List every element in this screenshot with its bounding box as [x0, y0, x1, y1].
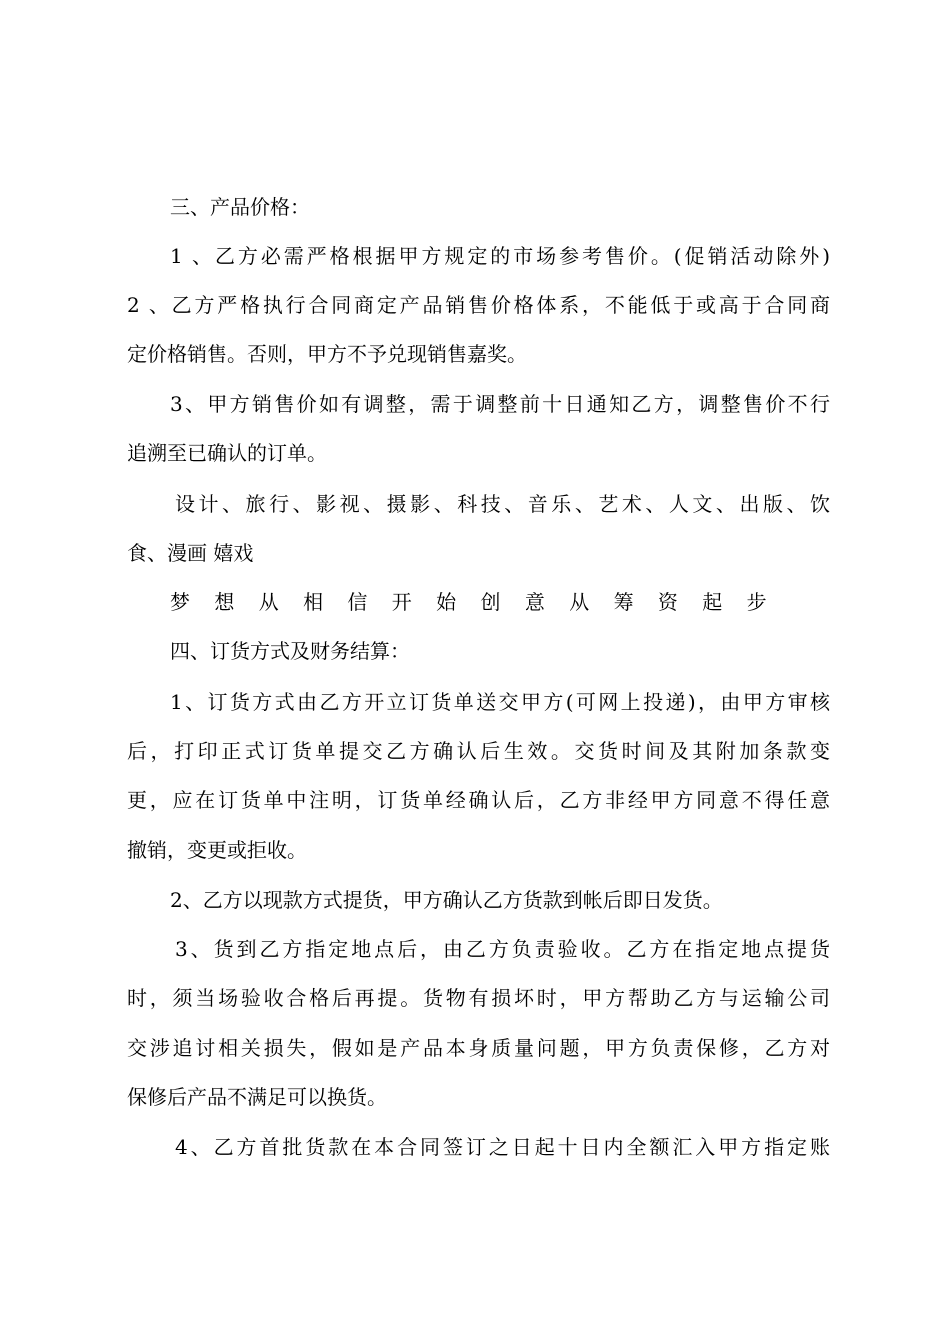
paragraph-line: 交涉追讨相关损失，假如是产品本身质量问题，甲方负责保修，乙方对 [127, 1036, 830, 1060]
paragraph-line: 1、订货方式由乙方开立订货单送交甲方(可网上投递)，由甲方审核 [170, 690, 830, 714]
section-heading-ordering: 四、订货方式及财务结算： [170, 639, 410, 663]
paragraph-line: 1 、乙方必需严格根据甲方规定的市场参考售价。(促销活动除外) [170, 244, 830, 268]
paragraph-line: 2、乙方以现款方式提货，甲方确认乙方货款到帐后即日发货。 [170, 888, 723, 912]
paragraph-line: 设计、旅行、影视、摄影、科技、音乐、艺术、人文、出版、饮 [175, 492, 830, 516]
paragraph-line: 追溯至已确认的订单。 [127, 441, 327, 465]
paragraph-line: 撤销，变更或拒收。 [127, 838, 307, 862]
paragraph-line: 3、甲方销售价如有调整，需于调整前十日通知乙方，调整售价不行 [170, 392, 830, 416]
paragraph-line: 定价格销售。否则，甲方不予兑现销售嘉奖。 [127, 342, 527, 366]
paragraph-line: 时，须当场验收合格后再提。货物有损坏时，甲方帮助乙方与运输公司 [127, 986, 830, 1010]
section-heading-price: 三、产品价格： [170, 195, 310, 219]
paragraph-line: 保修后产品不满足可以换货。 [127, 1085, 387, 1109]
paragraph-line: 4、乙方首批货款在本合同签订之日起十日内全额汇入甲方指定账 [175, 1135, 830, 1159]
paragraph-line: 梦 想 从 相 信 开 始 创 意 从 筹 资 起 步 [170, 590, 776, 614]
paragraph-line: 3、货到乙方指定地点后，由乙方负责验收。乙方在指定地点提货 [175, 937, 830, 961]
paragraph-line: 后，打印正式订货单提交乙方确认后生效。交货时间及其附加条款变 [127, 739, 830, 763]
paragraph-line: 2 、乙方严格执行合同商定产品销售价格体系，不能低于或高于合同商 [127, 293, 830, 317]
paragraph-line: 更，应在订货单中注明，订货单经确认后，乙方非经甲方同意不得任意 [127, 788, 830, 812]
paragraph-line: 食、漫画 嬉戏 [127, 541, 254, 565]
